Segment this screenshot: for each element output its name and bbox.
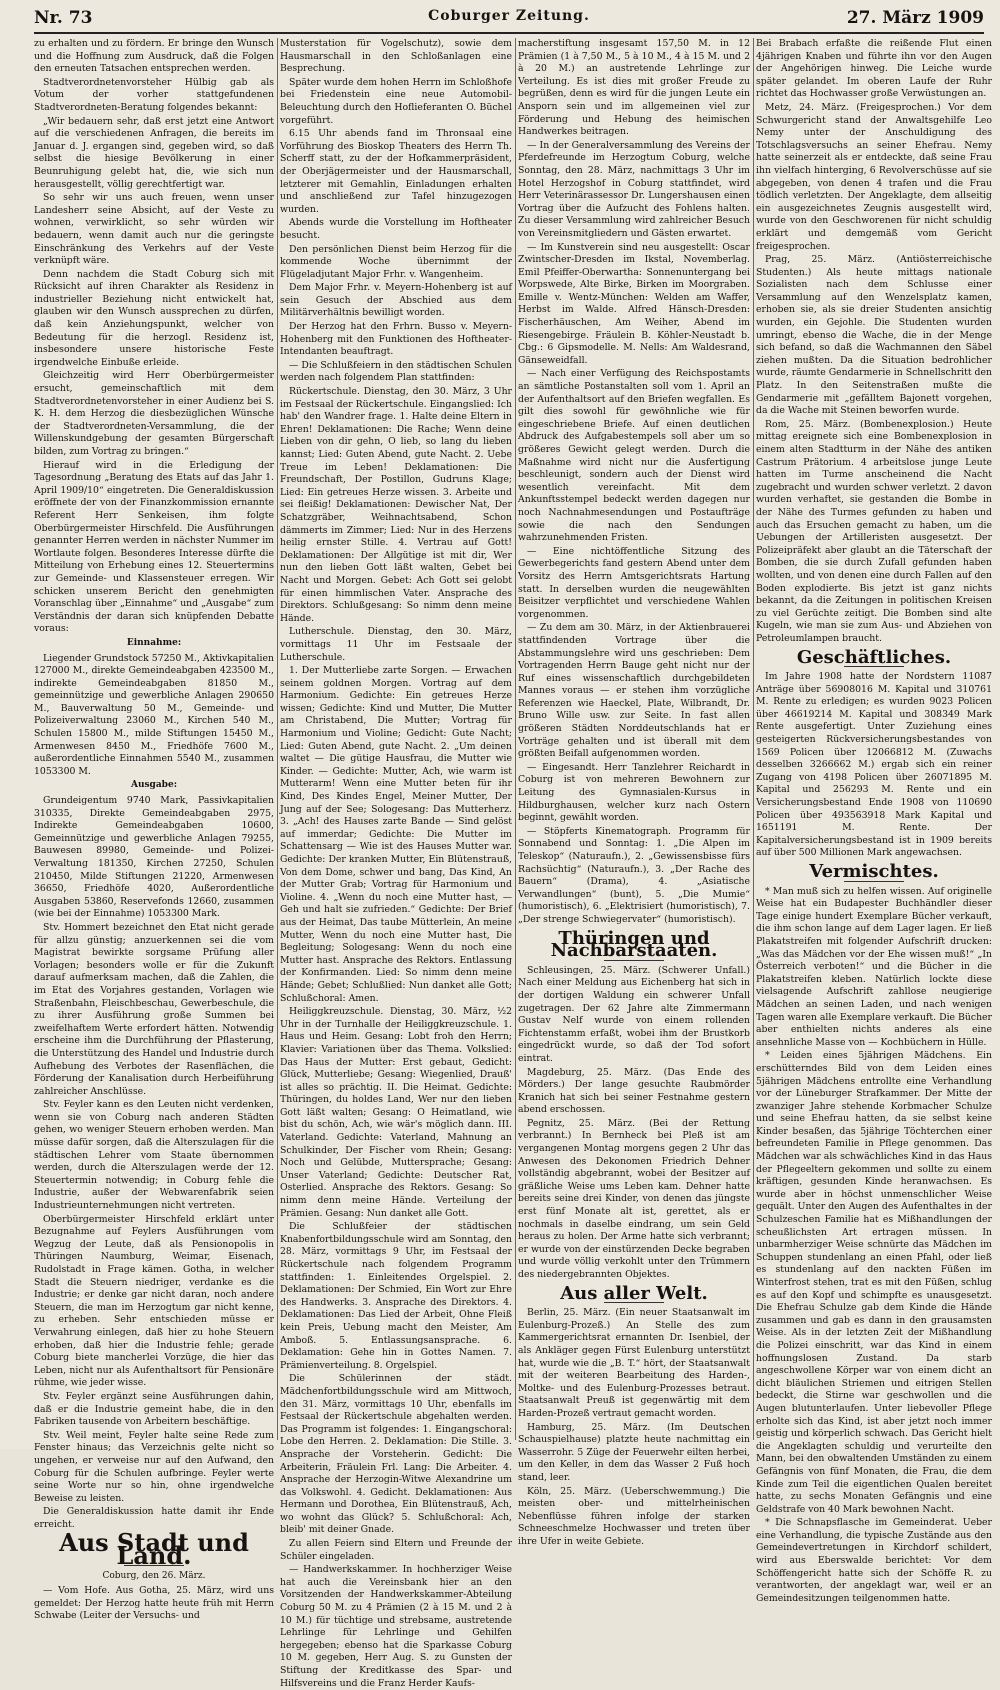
article-paragraph: Stv. Hommert bezeichnet den Etat nicht gerade für allzu günstig; anzuerkennen sei die vom Magistrat bewirkte sorgsame Prüfung aller Vorlagen; besonders wolle er für die Zukunft darauf aufmerksam machen, daß die Zahlen, die im Etat des Vorjahres gestanden, Vorlagen wie Straßenbahn, Fleischbeschau, Gewerbeschule, die zu ihrer Ausführung große Summen bei zweifelhaftem Werte erfordert hätten. Notwendig erscheine ihm die Durchführung der Pflasterung, die Unterstützung des Handel und Industrie durch Aufhebung des Verbotes der Rasenflächen, die Förderung der Kanalisation durch Herbeiführung zahlreicher Anschlüsse.: [34, 921, 274, 1097]
article-paragraph: Musterstation für Vogelschutz), sowie dem Hausmarschall in den Schloßanlagen eine Besprechung.: [280, 38, 512, 75]
article-paragraph: Lutherschule. Dienstag, den 30. März, vormittags 11 Uhr im Festsaale der Lutherschule.: [280, 626, 512, 663]
article-paragraph: Bei Brabach erfaßte die reißende Flut einen 4jährigen Knaben und führte ihn vor den Augen der Angehörigen hinweg. Die Leiche wurde später gelandet. Im oberen Laufe der Ruhr richtet das Hochwasser große Verwüstungen an.: [756, 38, 992, 100]
article-paragraph: Liegender Grundstock 57250 M., Aktivkapitalien 127000 M., direkte Gemeindeabgaben 423500 M., indirekte Gemeindeabgaben 81850 M., gemeinnützige und gewerbliche Anlagen 290650 M., Bauverwaltung 50 M., Gemeinde- und Polizeiverwaltung 23060 M., Kirchen 540 M., Schulen 15800 M., milde Stiftungen 15450 M., Armenwesen 8450 M., Friedhöfe 7600 M., außerordentliche Einnahmen 5540 M., zusammen 1053300 M.: [34, 652, 274, 777]
column-1: [34, 38, 274, 1622]
article-paragraph: * Leiden eines 5jährigen Mädchens. Ein erschütterndes Bild von dem Leiden eines 5jährigen Mädchens entrollte eine Verhandlung vor der Lüneburger Strafkammer. Der Mitte der zwanziger Jahre stehende Korbmacher Schulze und seine Ehefrau hatten, da sie selbst keine Kinder besaßen, das 5jährige Töchterchen einer befreundeten Familie in Pflege genommen. Das Mädchen war als schwächliches Kind in das Haus der Pflegeeltern gekommen und sollte zu einem kräftigen, gesunden Kinde heranwachsen. Es wurde aber in höchst unmenschlicher Weise gequält. Unter den Augen des Aufenthaltes in der Schulzeschen Familie hat es Mißhandlungen der scheußlichsten Art ertragen müssen. In unbarmherziger Weise schnürte das Mädchen im Schuppen stundenlang an einen Pfahl, oder ließ es stundenlang auf den nackten Füßen im Winterfrost stehen, trat es mit den Füßen, schlug es auf den Kopf und schimpfte es unausgesetzt. Die Ehefrau Schulze gab dem Kinde die Hände zusammen und gab es dann in den grausamsten Weise. Als in der letzten Zeit der Mißhandlung die Polizei einschritt, war das Kind in einem hoffnungslosen Zustand. Da starb angeschwollene Körper war von einem dicht an dicht bläulichen Striemen und eitrigen Stellen bedeckt, die Stirne war geschwollen und die Augen blutunterlaufen. Unter liebevoller Pflege erholte sich das Kind, ist aber jetzt noch immer geistig und körperlich schwach. Das Gericht hielt die Angeklagten schuldig und verurteilte den Mann, bei den obwaltenden Umständen zu einem Gefängnis von fünf Monaten, die Frau, die dem Kinde zum Teil die eigentlichen Qualen bereitet hatte, zu sechs Monaten Gefängnis und eine Geldstrafe von 40 Mark bewohnen Nacht.: [756, 1050, 992, 1515]
article-paragraph: Rückertschule. Dienstag, den 30. März, 3 Uhr im Festsaal der Rückertschule. Eingangslied: Ich hab' den Wandrer frage. 1. Halte deine Eltern in Ehren! Deklamationen: Die Rache; Wenn deine Lieben von dir gehn, O lieb, so lang du lieben kannst; Lied: Guten Abend, gute Nacht. 2. Uebe Treue im Leben! Deklamationen: Die Freundschaft, Der Postillon, Gudruns Klage; Lied: Ein getreues Herze wissen. 3. Arbeite und sei fleißig! Deklamationen: Dewischer Nat, Der Schatzgräber, Weihnachtsabend, Schon dämmerts im Zimmer; Lied: Nur in des Herzens heilig ernster Stille. 4. Vertrau auf Gott! Deklamationen: Der Allgütige ist mit dir, Wer nun den lieben Gott läßt walten, Gebet bei Nacht und Morgen. Gebet: Ach Gott sei gelobt für einen himmlischen Vater. Ansprache des Direktors. Schlußgesang: So nimm denn meine Hände.: [280, 386, 512, 624]
article-paragraph: Die Schülerinnen der städt. Mädchenfortbildungsschule wird am Mittwoch, den 31. März, vormittags 10 Uhr, ebenfalls im Festsaal der Rückertschule abgehalten werden. Das Programm ist folgendes: 1. Eingangschoral: Lobe den Herren. 2. Deklamation: Die Stille. 3. Ansprache der Vorsteherin. Gedicht: Die Arbeiterin, Fräulein Frl. Lang: Die Arbeiter. 4. Ansprache der Herzogin-Witwe Alexandrine um das Volkswohl. 4. Gedicht. Deklamationen: Aus Hermann und Dorothea, Ein Blütenstrauß, Ach, wo wohnt das Glück? 5. Schlußchoral: Ach, bleib' mit deiner Gnade.: [280, 1373, 512, 1536]
article-paragraph: * Man muß sich zu helfen wissen. Auf originelle Weise hat ein Budapester Buchhändler dieser Tage einige hundert Exemplare Bücher verkauft, die ihm schon lange auf dem Lager lagen. Er ließ Plakatstreifen mit folgender Aufschrift drucken: „Was das Mädchen vor der Ehe wissen muß!“ „In Österreich verboten!“ und die Bücher in die Plakatstreifen kleben. Natürlich lockte diese vielsagende Aufschrift zahllose neugierige Mädchen an seinen Laden, und nach wenigen Tagen waren alle Exemplare verkauft. Die Bücher aber enthielten nichts anderes als eine ansehnliche Masse von — Kochbüchern in Hülle.: [756, 885, 992, 1048]
section-heading: Geschäftliches.: [796, 646, 952, 668]
article-paragraph: — Vom Hofe. Aus Gotha, 25. März, wird uns gemeldet: Der Herzog hatte heute früh mit Herrn Schwabe (Leiter der Versuchs- und: [34, 1585, 274, 1622]
article-paragraph: Heiliggkreuzschule. Dienstag, 30. März, ½2 Uhr in der Turnhalle der Heiliggkreuzschule. 1. Haus und Heim. Gesang: Lobt froh den Herrn; Klavier: Variationen über das Thema. Volkslied: Das Haus der Mutter: Erst gebaut, Gedicht: Glück, Mutterliebe; Gesang: Wiegenlied, Drauß' ist alles so prächtig. II. Die Heimat. Gedichte: Thüringen, du holdes Land, Wer nur den lieben Gott läßt walten; Gesang: O Heimatland, wie bist du schön, Ach, wie wär's möglich dann. III. Vaterland. Gedichte: Vaterland, Mahnung an Schulkinder, Der Fischer vom Rhein; Gesang: Noch und Gelübde, Muttersprache; Gesang: Unser Vaterland; Gedichte: Deutscher Rat, Osterlied. Ansprache des Rektors. Gesang: So nimm denn meine Hände. Verteilung der Prämien. Gesang: Nun danket alle Gott.: [280, 1006, 512, 1219]
article-paragraph: Stadtverordnetenvorsteher Hülbig gab als Votum der vorher stattgefundenen Stadtverordneten-Beratung folgendes bekannt:: [34, 76, 274, 113]
article-paragraph: Denn nachdem die Stadt Coburg sich mit Rücksicht auf ihren Charakter als Residenz in industrieller Beziehung nicht entwickelt hat, glauben wir den Wunsch aussprechen zu dürfen, daß kein Anziehungspunkt, welcher von Bedeutung für die herzogl. Residenz ist, insbesondere unsere historische Feste irgendwelche Einbuße erleide.: [34, 268, 274, 368]
article-paragraph: * Die Schnapsflasche im Gemeinderat. Ueber eine Verhandlung, die typische Zustände aus den Gemeindevertretungen in Kirchdorf schildert, wird aus Eberswalde berichtet: Vor dem Schöffengericht hatte sich der Schöffe R. zu verantworten, der angeklagt war, weil er an Gemeindesitzungen teilgenommen hatte.: [756, 1517, 992, 1604]
article-paragraph: „Wir bedauern sehr, daß erst jetzt eine Antwort auf die verschiedenen Anfragen, die bereits im Januar d. J. ergangen sind, gegeben wird, so daß selbst die hiesige Bevölkerung in einer Beunruhigung gelebt hat, die, wie sich nun herausgestellt, völlig gerechtfertigt war.: [34, 115, 274, 190]
issue-date: 27. März 1909: [846, 8, 984, 28]
article-paragraph: Oberbürgermeister Hirschfeld erklärt unter Bezugnahme auf Feylers Ausführungen vom Wegzug der Leute, daß als Pensionopolis in Thüringen Naumburg, Weimar, Eisenach, Rudolstadt in Frage kämen. Gotha, in welcher Stadt die Steuern niedriger, verdanke es die Industrie; er denke gar nicht daran, noch andere Steuern, die man im Herzogtum gar nicht kenne, zu erheben. Sehr entschieden müsse er Verwahrung einlegen, daß hier zu hohe Steuern erhoben, daß hier die Industrie fehle; gerade Coburg biete mancherlei Vorzüge, die hier das Leben, nicht nur als Aufenthaltsort für Pensionäre rühme, wie jeder wisse.: [34, 1213, 274, 1389]
article-paragraph: — Die Schlußfeiern in den städtischen Schulen werden nach folgendem Plan stattfinden:: [280, 359, 512, 384]
issue-number: Nr. 73: [34, 8, 93, 28]
article-paragraph: — Eingesandt. Herr Tanzlehrer Reichardt in Coburg ist von mehreren Bewohnern zur Leitung des Gymnasialen-Kursus in Hildburghausen, welcher kurz nach Ostern beginnt, gewählt worden.: [518, 761, 750, 824]
article-paragraph: 6.15 Uhr abends fand im Thronsaal eine Vorführung des Bioskop Theaters des Herrn Th. Scherff statt, zu der der Hofkammerpräsident, der Oberjägermeister und der Hausmarschall, letzterer mit Gemahlin, Einladungen erhalten und anschließend zur Tafel hinzugezogen wurden.: [280, 128, 512, 215]
article-paragraph: Im Jahre 1908 hatte der Nordstern 11087 Anträge über 56908016 M. Kapital und 310761 M. Rente zu erledigen; es wurden 9023 Policen über 46619214 M. Kapital und 308349 Mark Rente ausgefertigt. Unter Zuziehung eines gesteigerten Rückversicherungsbestandes von 1569 Policen über 12066812 M. (Zuwachs desselben 3266662 M.) ergab sich ein reiner Zugang von 4198 Policen über 26071895 M. Kapital und 256293 M. Rente und ein Versicherungsbestand Ende 1908 von 110690 Policen über 493563918 Mark Kapital und 1651191 M. Rente. Der Kapitalversicherungsbestand ist in 1909 bereits auf über 500 Millionen Mark angewachsen.: [756, 671, 992, 859]
article-paragraph: Der Herzog hat den Frhrn. Busso v. Meyern-Hohenberg mit den Funktionen des Hoftheater-Intendanten beauftragt.: [280, 321, 512, 358]
article-paragraph: — Zu dem am 30. März, in der Aktienbrauerei stattfindenden Vortrage über die Abstammungslehre wird uns geschrieben: Dem Vortragenden Herrn Bauge geht nicht nur der Ruf eines wissenschaftlich durchgebildeten Mannes voraus — er stehen ihm vorzügliche Referenzen wie Haeckel, Plate, Wilbrandt, Dr. Bruno Wille usw. zur Seite. In fast allen größeren Städten Norddeutschlands hat er Vorträge gehalten und ist überall mit dem größten Beifall aufgenommen worden.: [518, 622, 750, 760]
article-paragraph: 1. Der Mutterliebe zarte Sorgen. — Erwachen seinem goldnen Morgen. Vortrag auf dem Harmonium. Gedichte: Ein getreues Herze wissen; Gedichte: Kind und Mutter, Die Mutter am Christabend, Die Mutter; Vortrag für Harmonium und Violine; Gedicht: Gute Nacht; Lied: Guten Abend, gute Nacht. 2. „Um deinen waltet — Die gütige Hausfrau, die Mutter wie Kinder. — Gedichte: Mutter, Ach, wie warm ist Mutterarm! Wenn eine Mutter beten für ihr Kind, Des Kindes Engel, Meiner Mutter, Der Jung auf der See; Sologesang: Das Mutterherz. 3. „Ach! des Hauses zarte Bande — Sind gelöst auf immerdar; Gedichte: Die Mutter im Schattensarg — Wie ist des Hauses Mutter war. Gedichte: Der kranken Mutter, Ein Blütenstrauß, Von dem Dome, schwer und bang, Das Kind, An der Mutter Grab; Vortrag für Harmonium und Violine. 4. „Wenn du noch eine Mutter hast, — Geh und halt sie zufrieden.“ Gedichte: Der Brief aus der Heimat, Das taube Mütterlein, An meine Mutter, Wenn du noch eine Mutter hast, Die Begleitung; Sologesang: Wenn du noch eine Mutter hast. Ansprache des Rektors. Entlassung der Konfirmanden. Lied: So nimm denn meine Hände; Gebet; Schlußlied: Nun danket alle Gott; Schlußchoral: Amen.: [280, 665, 512, 1004]
article-paragraph: — In der Generalversammlung des Vereins der Pferdefreunde im Herzogtum Coburg, welche Sonntag, den 28. März, nachmittags 3 Uhr im Hotel Herzogshof in Coburg stattfindet, wird Herr Veterinärassessor Dr. Lungershausen einen Vortrag über die Aufzucht des Fohlens halten. Zu dieser Versammlung wird zahlreicher Besuch von Vereinsmitgliedern und Gästen erwartet.: [518, 139, 750, 239]
subheading: Ausgabe:: [130, 780, 178, 791]
article-paragraph: macherstiftung insgesamt 157,50 M. in 12 Prämien (1 à 7,50 M., 5 à 10 M., 4 à 15 M. und 2 à 20 M.) an austretende Lehrlinge zur Verteilung. Es ist dies mit großer Freude zu begrüßen, denn es wird für die jungen Leute ein Ansporn sein und im allgemeinen viel zur Förderung und Hebung des heimischen Handwerkes beitragen.: [518, 38, 750, 138]
column-divider: [277, 38, 278, 1440]
article-paragraph: Schleusingen, 25. März. (Schwerer Unfall.) Nach einer Meldung aus Eichenberg hat sich in der dortigen Waldung ein schwerer Unfall zugetragen. Der 62 Jahre alte Zimmermann Gustav Nelf wurde von einem rollenden Fichtenstamm erfaßt, wobei ihm der Brustkorb eingedrückt wurde, so daß der Tod sofort eintrat.: [518, 964, 750, 1064]
section-heading: Aus Stadt und Land.: [59, 1528, 249, 1571]
article-paragraph: Hierauf wird in die Erledigung der Tagesordnung „Beratung des Etats auf das Jahr 1. April 1909/10“ eingetreten. Die Generaldiskussion eröffnete der von der Finanzkommission ernannte Referent Herr Senkeisen, ihm folgte Oberbürgermeister Hirschfeld. Die Ausführungen genannter Herren werden in nächster Nummer im Wortlaute folgen. Besonderes Interesse dürfte die Mitteilung von Erhebung eines 12. Steuertermins zur Gemeinde- und Klassensteuer erregen. Wir schicken unserem Bericht den genehmigten Voranschlag über „Einnahme“ und „Ausgabe“ zum Verständnis der daran sich knüpfenden Debatte voraus:: [34, 459, 274, 635]
article-paragraph: — Stöpferts Kinematograph. Programm für Sonnabend und Sonntag: 1. „Die Alpen im Teleskop“ (Naturaufn.), 2. „Gewissensbisse fürs Rachsüchtig“ (Naturaufn.), 3. „Der Rache des Bauern“ (Drama), 4. „Asiatische Verwandlungen“ (bunt), 5. „Die Mumie“ (humoristisch), 6. „Elektrisiert (humoristisch), 7. „Der strenge Schwiegervater“ (humoristisch).: [518, 825, 750, 925]
newspaper-title: Coburger Zeitung.: [428, 8, 590, 24]
article-paragraph: Die Schlußfeier der städtischen Knabenfortbildungsschule wird am Sonntag, den 28. März, vormittags 9 Uhr, im Festsaal der Rückertschule nach folgendem Programm stattfinden: 1. Einleitendes Orgelspiel. 2. Deklamationen: Der Schmied, Ein Wort zur Ehre des Handwerks. 3. Ansprache des Direktors. 4. Deklamationen: Das Lied der Arbeit, Ohne Fleiß kein Preis, Uebung macht den Meister, Am Amboß. 5. Entlassungsansprache. 6. Deklamation: Gehe hin in Gottes Namen. 7. Prämienverteilung. 8. Orgelspiel.: [280, 1221, 512, 1371]
article-paragraph: Stv. Feyler ergänzt seine Ausführungen dahin, daß er die Industrie gemeint habe, die in den Fabriken tausende von Arbeitern beschäftige.: [34, 1390, 274, 1428]
column-3: [518, 38, 750, 1547]
article-paragraph: Stv. Feyler kann es den Leuten nicht verdenken, wenn sie von Coburg nach anderen Städten gehen, wo weniger Steuern erhoben werden. Man müsse dafür sorgen, daß die Alterszulagen für die städtischen Lehrer vom Staate übernommen werden, durch die Alterszulagen werde der 12. Steuertermin notwendig; in Coburg fehle die Industrie, außer der Webwarenfabrik seien Industrieunternehmungen nicht vertreten.: [34, 1099, 274, 1212]
article-paragraph: Gleichzeitig wird Herr Oberbürgermeister ersucht, gemeinschaftlich mit dem Stadtverordnetenvorsteher in einer Audienz bei S. K. H. dem Herzog die diesbezüglichen Wünsche der Stadtverordneten-Versammlung, die der Willenskundgebung der gesamten Bürgerschaft bilden, zum Vortrag zu bringen.“: [34, 370, 274, 457]
article-paragraph: Magdeburg, 25. März. (Das Ende des Mörders.) Der lange gesuchte Raubmörder Kranich hat sich bei seiner Festnahme gestern abend erschossen.: [518, 1066, 750, 1116]
article-paragraph: — Eine nichtöffentliche Sitzung des Gewerbegerichts fand gestern Abend unter dem Vorsitz des Herrn Amtsgerichtsrats Hartung statt. In derselben wurden die neugewählten Beisitzer verpflichtet und verschiedene Wahlen vorgenommen.: [518, 545, 750, 620]
article-paragraph: Grundeigentum 9740 Mark, Passivkapitalien 310335, Direkte Gemeindeabgaben 2975, Indirekte Gemeindeabgaben 10600, Gemeinnützige und gewerbliche Anlagen 79255, Bauwesen 89980, Gemeinde- und Polizei-Verwaltung 181350, Kirchen 27250, Schulen 210450, Milde Stiftungen 21220, Armenwesen 36650, Friedhöfe 4020, Außerordentliche Ausgaben 53860, Reservefonds 12660, zusammen (wie bei der Einnahme) 1053300 Mark.: [34, 795, 274, 920]
article-paragraph: — Nach einer Verfügung des Reichspostamts an sämtliche Postanstalten soll vom 1. April an der Aufenthaltsort auf den Briefen wegfallen. Es gilt dies sowohl für gewöhnliche wie für eingeschriebene Briefe. Auf einen deutlichen Abdruck des Aufgabestempels soll aber um so größeres Gewicht gelegt werden. Durch die Maßnahme wird nicht nur die Ausfertigung beschleunigt, sondern auch der Dienst wird wesentlich vereinfacht. Mit dem Ankunftsstempel bedeckt werden dagegen nur noch Nachnahmesendungen und Postaufträge sowie die nach den Sendungen wahrzunehmenden Fristen.: [518, 368, 750, 544]
column-2: [280, 38, 512, 1689]
section-heading: Vermischtes.: [809, 861, 939, 882]
section-heading: Thüringen und Nachbarstaaten.: [550, 927, 718, 962]
article-paragraph: Köln, 25. März. (Ueberschwemmung.) Die meisten ober- und mittelrheinischen Nebenflüsse führen infolge der starken Schneeschmelze Hochwasser und treten über ihre Ufer in weite Gebiete.: [518, 1485, 750, 1547]
column-4: [756, 38, 992, 1604]
column-divider: [753, 38, 754, 1440]
column-divider: [515, 38, 516, 1440]
article-paragraph: Den persönlichen Dienst beim Herzog für die kommende Woche übernimmt der Flügeladjutant Major Frhr. v. Wangenheim.: [280, 243, 512, 280]
article-paragraph: Hamburg, 25. März. (Im Deutschen Schauspielhause) platzte heute nachmittag ein Wasserrohr. 5 Züge der Feuerwehr eilten herbei, um den Keller, in dem das Wasser 2 Fuß hoch stand, leer.: [518, 1421, 750, 1483]
article-paragraph: Berlin, 25. März. (Ein neuer Staatsanwalt im Eulenburg-Prozeß.) An Stelle des zum Kammergerichtsrat ernannten Dr. Isenbiel, der als Ankläger gegen Fürst Eulenburg unterstützt hat, wurde wie die „B. T.“ hört, der Staatsanwalt mit der weiteren Bearbeitung des Harden-, Moltke- und des Eulenburg-Prozesses betraut. Staatsanwalt Preuß ist gegenwärtig mit dem Harden-Prozeß vertraut gemacht worden.: [518, 1307, 750, 1419]
article-paragraph: Die Generaldiskussion hatte damit ihr Ende erreicht.: [34, 1506, 274, 1530]
article-paragraph: Zu allen Feiern sind Eltern und Freunde der Schüler eingeladen.: [280, 1538, 512, 1562]
article-paragraph: Pegnitz, 25. März. (Bei der Rettung verbrannt.) In Bernheck bei Pleß ist am vergangenen Montag morgens gegen 2 Uhr das Anwesen des Dekonomen Friedrich Dehner vollständig abgebrannt, wobei der Besitzer auf gräßliche Weise ums Leben kam. Dehner hatte bereits seine drei Kinder, von denen das jüngste erst fünf Monate alt ist, gerettet, als er nochmals in daselbe eindrang, um sein Geld heraus zu holen. Der Arme hatte sich verbrannt; er wurde von der einstürzenden Decke begraben und wurde völlig verkohlt unter den Trümmern des niedergebrannten Objektes.: [518, 1117, 750, 1280]
subheading: Einnahme:: [126, 637, 182, 648]
article-paragraph: Abends wurde die Vorstellung im Hoftheater besucht.: [280, 217, 512, 241]
article-paragraph: Prag, 25. März. (Antiösterreichische Studenten.) Als heute mittags nationale Sozialisten nach dem Schlusse einer Versammlung auf den Wenzelsplatz kamen, erhoben sie, als sie dreier Studenten ansichtig wurden, ein Gejohle. Die Studenten wurden umringt, ebenso die Wache, die in der Menge sich befand, so daß die Wachmannen den Säbel ziehen mußten. Da die Situation bedrohlicher wurde, räumte Gendarmerie in Schnellschritt den Platz. In den Seitenstraßen mußte die Gendarmerie mit „gefälltem Bajonett vorgehen, da die Wache mit Steinen beworfen wurde.: [756, 254, 992, 417]
section-heading: Aus aller Welt.: [560, 1282, 708, 1304]
article-paragraph: zu erhalten und zu fördern. Er bringe den Wunsch und die Hoffnung zum Ausdruck, daß die Folgen den erneuten Tatsachen entsprechen werden.: [34, 38, 274, 75]
article-paragraph: Rom, 25. März. (Bombenexplosion.) Heute mittag ereignete sich eine Bombenexplosion in einem alten Stadtturm in der Nähe des antiken Castrum Prätorium. 4 arbeitslose junge Leute hatten im Turme anscheinend die Nacht zugebracht und wurden schwer verletzt. 2 davon wurden verhaftet, sie gestanden die Bombe in der Nähe des Turmes gefunden zu haben und auch das Ersuchen gemacht zu haben, um die Uebungen der Artilleristen ausgesetzt. Der Polizeipräfekt aber glaubt an die Täterschaft der Bomben, die sie durch Zufall gefunden haben wollten, und von denen eine durch Fallen auf den Boden explodierte. Bis jetzt ist ganz nichts bekannt, da die Zeitungen in politischen Kreisen zu viel Gerüchte zeitigt. Die Bomben sind alte Kugeln, wie man sie zum Aus- und Abziehen von Petroleumlampen braucht.: [756, 418, 992, 644]
article-paragraph: Metz, 24. März. (Freigesprochen.) Vor dem Schwurgericht stand der Anwaltsgehilfe Leo Nemy unter der Anschuldigung des Totschlagsversuchs an seiner Ehefrau. Nemy hatte seinerzeit als er entdeckte, daß seine Frau ihn vielfach hinterging, 6 Revolverschüsse auf sie abgegeben, von denen 4 trafen und die Frau tödlich verletzten. Der Angeklagte, dem allseitig ein ausgezeichnetes Zeugnis ausgestellt wird, wurde von den Geschworenen für nicht schuldig erklärt und demgemäß vom Gericht freigesprochen.: [756, 101, 992, 252]
article-paragraph: — Handwerkskammer. In hochherziger Weise hat auch die Vereinsbank hier an den Vorsitzenden der Handwerkskammer-Abteilung Coburg 50 M. zu 4 Prämien (2 à 15 M. und 2 à 10 M.) für tüchtige und strebsame, austretende Lehrlinge für Lehrlinge und Gehilfen hergegeben; ebenso hat die Sparkasse Coburg 10 M. gegeben, Herr Aug. S. zu Gunsten der Stiftung der Kreditkasse des Spar- und Hilfsvereins und die Franz Herder Kaufs-: [280, 1564, 512, 1689]
article-paragraph: Später wurde dem hohen Herrn im Schloßhofe bei Friedenstein eine neue Automobil-Beleuchtung durch den Hoflieferanten O. Büchel vorgeführt.: [280, 76, 512, 126]
article-paragraph: — Im Kunstverein sind neu ausgestellt: Oscar Zwintscher-Dresden im Ikstal, Novemberlag. Emil Pfeiffer-Oberwartha: Sonnenuntergang bei Worpswede, Alte Birke, Birken im Moorgraben. Emille v. Wentz-München: Welden am Waffer, Herbst im Walde. Alfred Hänsch-Dresden: Fischerhäuschen, Am Weiher, Abend im Riesengebirge. Fräulein B. Köhler-Neustadt b. Cbg.: 6 Gipsmodelle. M. Nells: Am Waldesrand, Gänseweidfall.: [518, 241, 750, 366]
article-paragraph: Stv. Weil meint, Feyler halte seine Rede zum Fenster hinaus; das Verzeichnis gelte nicht so ungehen, er verweise nur auf den Aufwand, den Coburg für die Schulen aufbringe. Feyler werte seine Worte nur so hin, ohne irgendwelche Beweise zu leisten.: [34, 1429, 274, 1504]
masthead: [34, 6, 984, 34]
article-paragraph: Dem Major Frhr. v. Meyern-Hohenberg ist auf sein Gesuch der Abschied aus dem Militärverhältnis bewilligt worden.: [280, 282, 512, 319]
dateline: Coburg, den 26. März.: [102, 1570, 206, 1581]
article-paragraph: So sehr wir uns auch freuen, wenn unser Landesherr seine Absicht, auf der Veste zu wohnen, verwirklicht, so sehr würden wir bedauern, wenn damit auch nur die geringste Einschränkung des Verkehrs auf der Veste verknüpft wäre.: [34, 192, 274, 267]
